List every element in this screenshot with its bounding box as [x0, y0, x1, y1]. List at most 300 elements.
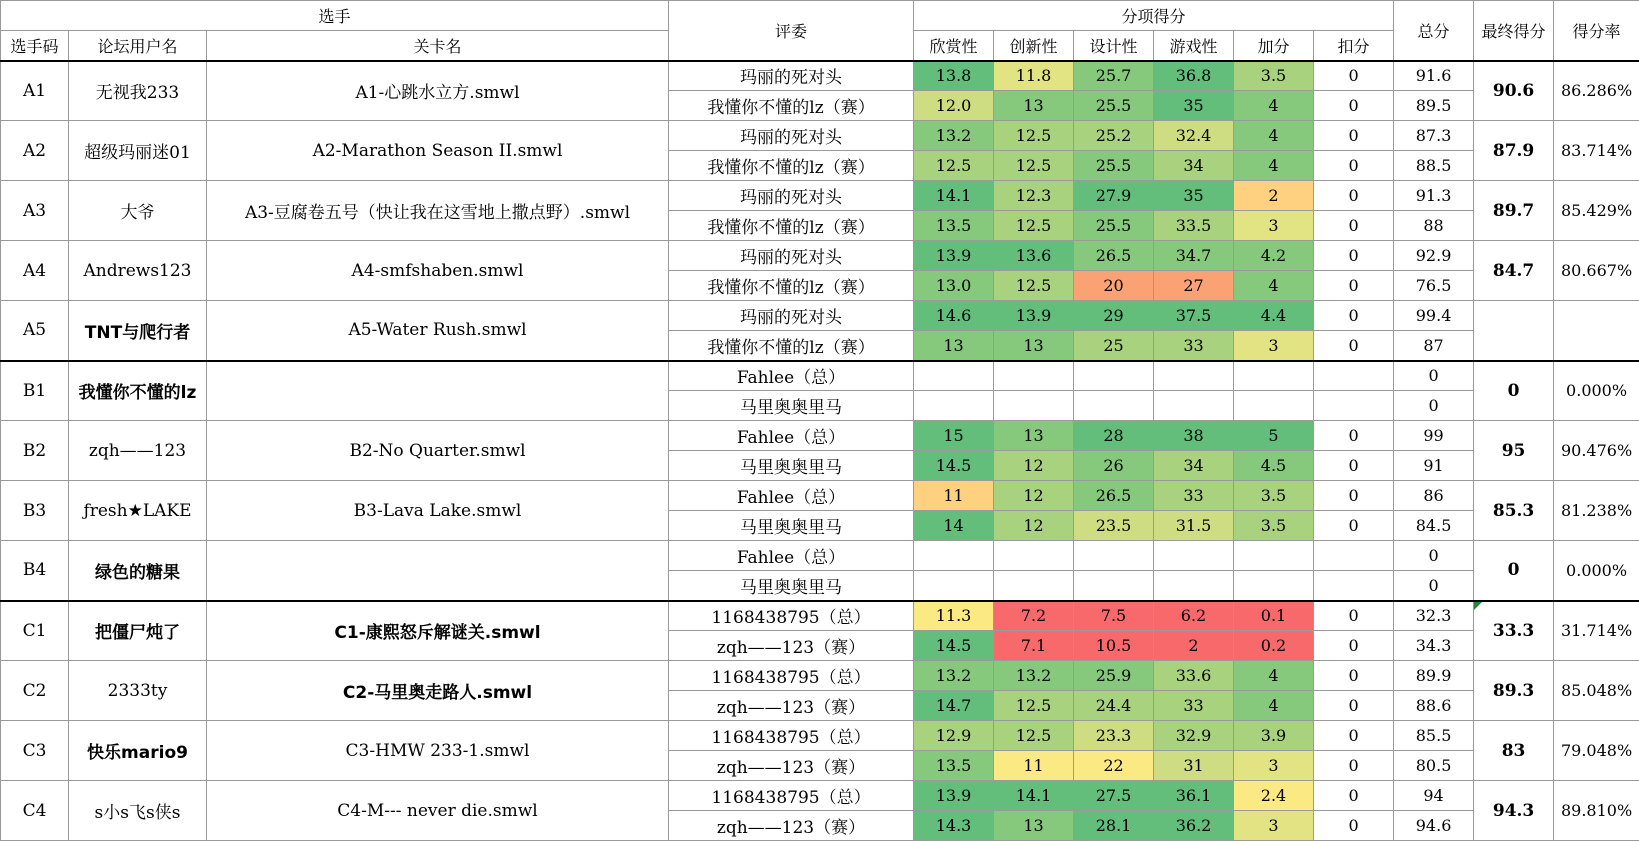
table-row	[1, 541, 1639, 571]
judge-name: zqh——123（赛）	[669, 631, 914, 661]
subscore-cell: 28	[1074, 421, 1154, 451]
subscore-cell: 13	[994, 421, 1074, 451]
score-rate: 85.429%	[1554, 181, 1639, 241]
total-score: 0	[1394, 541, 1474, 571]
subscore-cell: 27.9	[1074, 181, 1154, 211]
judge-name: 我懂你不懂的lz（赛）	[669, 151, 914, 181]
subscore-cell	[1154, 571, 1234, 601]
subscore-cell: 26.5	[1074, 241, 1154, 271]
total-score: 87	[1394, 331, 1474, 361]
subscore-cell: 14.6	[914, 301, 994, 331]
forum-username: Andrews123	[69, 241, 207, 301]
subscore-cell: 3.5	[1234, 61, 1314, 91]
total-score: 88.5	[1394, 151, 1474, 181]
subscore-cell: 5	[1234, 421, 1314, 451]
subscore-cell: 0	[1314, 331, 1394, 361]
final-score: 83	[1474, 721, 1554, 781]
table-row	[1, 601, 1639, 631]
total-score: 80.5	[1394, 751, 1474, 781]
subscore-cell: 34	[1154, 451, 1234, 481]
table-row	[1, 361, 1639, 391]
subscore-cell: 25.2	[1074, 121, 1154, 151]
subscore-cell: 36.8	[1154, 61, 1234, 91]
forum-username: 2333ty	[69, 661, 207, 721]
subscore-cell: 4.2	[1234, 241, 1314, 271]
subscore-cell: 12.5	[994, 271, 1074, 301]
subscore-cell: 27	[1154, 271, 1234, 301]
subscore-cell	[914, 361, 994, 391]
judge-name: zqh——123（赛）	[669, 751, 914, 781]
total-score: 0	[1394, 361, 1474, 391]
judge-name: Fahlee（总）	[669, 541, 914, 571]
subscore-cell: 13.5	[914, 751, 994, 781]
judge-name: 玛丽的死对头	[669, 181, 914, 211]
total-score: 91.3	[1394, 181, 1474, 211]
level-name: A2-Marathon Season II.smwl	[207, 121, 669, 181]
subscore-cell: 3	[1234, 811, 1314, 841]
subscore-cell: 13.2	[994, 661, 1074, 691]
forum-user-header: 论坛用户名	[69, 31, 207, 61]
total-score: 0	[1394, 391, 1474, 421]
final-score: 87.9	[1474, 121, 1554, 181]
total-score: 92.9	[1394, 241, 1474, 271]
judge-name: 玛丽的死对头	[669, 301, 914, 331]
subscore-cell: 34	[1154, 151, 1234, 181]
subscore-cell: 28.1	[1074, 811, 1154, 841]
judge-name: 1168438795（总）	[669, 601, 914, 631]
score-rate: 81.238%	[1554, 481, 1639, 541]
player-code: B1	[1, 361, 69, 421]
subscore-cell: 11.8	[994, 61, 1074, 91]
subscore-cell	[994, 391, 1074, 421]
final-score: 89.3	[1474, 661, 1554, 721]
subscore-cell: 20	[1074, 271, 1154, 301]
total-score: 89.5	[1394, 91, 1474, 121]
subscore-cell: 3	[1234, 331, 1314, 361]
subscore-cell: 31.5	[1154, 511, 1234, 541]
subscore-cell: 35	[1154, 181, 1234, 211]
subscore-cell: 33	[1154, 481, 1234, 511]
subscore-cell: 12.5	[994, 211, 1074, 241]
final-score: 95	[1474, 421, 1554, 481]
subscore-cell: 3.9	[1234, 721, 1314, 751]
subscore-cell	[1074, 541, 1154, 571]
subscore-cell: 13.5	[914, 211, 994, 241]
subscore-cell: 25	[1074, 331, 1154, 361]
forum-username: 大爷	[69, 181, 207, 241]
subscore-cell: 12	[994, 451, 1074, 481]
total-header: 总分	[1394, 1, 1474, 61]
subscore-cell: 4	[1234, 91, 1314, 121]
player-code: A4	[1, 241, 69, 301]
subscore-cell	[914, 391, 994, 421]
forum-username: TNT与爬行者	[69, 301, 207, 361]
subscore-cell: 31	[1154, 751, 1234, 781]
subscore-cell	[1074, 571, 1154, 601]
table-row	[1, 181, 1639, 211]
subscore-cell: 3	[1234, 211, 1314, 241]
subscore-cell: 6.2	[1154, 601, 1234, 631]
subscore-header: 设计性	[1074, 31, 1154, 61]
subscore-cell: 0	[1314, 301, 1394, 331]
subscore-cell	[914, 541, 994, 571]
subscore-cell: 14.5	[914, 451, 994, 481]
subscore-cell: 25.5	[1074, 211, 1154, 241]
subscore-cell: 29	[1074, 301, 1154, 331]
subscore-cell	[1154, 391, 1234, 421]
judge-name: 1168438795（总）	[669, 661, 914, 691]
judge-name: 1168438795（总）	[669, 721, 914, 751]
judge-header: 评委	[669, 1, 914, 61]
subscore-cell: 4	[1234, 121, 1314, 151]
subscore-cell: 25.5	[1074, 151, 1154, 181]
subscore-cell: 38	[1154, 421, 1234, 451]
subscore-cell	[1314, 391, 1394, 421]
score-rate	[1554, 301, 1639, 361]
subscore-cell	[1234, 361, 1314, 391]
subscore-cell: 2	[1154, 631, 1234, 661]
subscore-cell: 11	[994, 751, 1074, 781]
forum-username: 我懂你不懂的lz	[69, 361, 207, 421]
level-name-header: 关卡名	[207, 31, 669, 61]
judge-name: 我懂你不懂的lz（赛）	[669, 331, 914, 361]
judge-name: 马里奥奥里马	[669, 391, 914, 421]
judge-name: 1168438795（总）	[669, 781, 914, 811]
forum-username: 绿色的糖果	[69, 541, 207, 601]
subscore-header: 游戏性	[1154, 31, 1234, 61]
final-score: 0	[1474, 361, 1554, 421]
subscore-cell: 7.2	[994, 601, 1074, 631]
subscore-cell: 13.2	[914, 121, 994, 151]
subscore-cell	[994, 361, 1074, 391]
total-score: 88.6	[1394, 691, 1474, 721]
subscore-cell: 7.5	[1074, 601, 1154, 631]
total-score: 88	[1394, 211, 1474, 241]
subscore-cell	[1234, 391, 1314, 421]
subscore-cell: 13.9	[914, 241, 994, 271]
level-name: A3-豆腐卷五号（快让我在这雪地上撒点野）.smwl	[207, 181, 669, 241]
subscore-cell: 26.5	[1074, 481, 1154, 511]
judge-name: zqh——123（赛）	[669, 811, 914, 841]
table-row	[1, 301, 1639, 331]
player-code: B3	[1, 481, 69, 541]
player-code: C4	[1, 781, 69, 841]
subscore-cell: 2.4	[1234, 781, 1314, 811]
level-name: A4-smfshaben.smwl	[207, 241, 669, 301]
subscore-cell: 23.5	[1074, 511, 1154, 541]
subscore-cell: 27.5	[1074, 781, 1154, 811]
total-score: 94	[1394, 781, 1474, 811]
level-name: C3-HMW 233-1.smwl	[207, 721, 669, 781]
subscore-cell: 4.4	[1234, 301, 1314, 331]
player-code: C2	[1, 661, 69, 721]
judge-name: zqh——123（赛）	[669, 691, 914, 721]
judge-name: 马里奥奥里马	[669, 451, 914, 481]
forum-username: ƒresh★LAKE	[69, 481, 207, 541]
table-row	[1, 781, 1639, 811]
total-score: 91.6	[1394, 61, 1474, 91]
table-row	[1, 241, 1639, 271]
subscore-cell: 0	[1314, 211, 1394, 241]
subscore-cell: 13.9	[914, 781, 994, 811]
subscore-cell: 4.5	[1234, 451, 1314, 481]
subscore-cell: 0.2	[1234, 631, 1314, 661]
judge-name: 马里奥奥里马	[669, 511, 914, 541]
subscore-cell: 0	[1314, 121, 1394, 151]
subscore-cell: 32.4	[1154, 121, 1234, 151]
total-score: 85.5	[1394, 721, 1474, 751]
player-code: A1	[1, 61, 69, 121]
subscore-cell: 4	[1234, 661, 1314, 691]
player-code: B2	[1, 421, 69, 481]
subscore-cell: 37.5	[1154, 301, 1234, 331]
subscore-cell: 32.9	[1154, 721, 1234, 751]
subscore-cell	[1314, 541, 1394, 571]
subscore-cell: 12.3	[994, 181, 1074, 211]
player-code: C3	[1, 721, 69, 781]
total-score: 86	[1394, 481, 1474, 511]
judge-name: Fahlee（总）	[669, 421, 914, 451]
subscore-cell: 25.9	[1074, 661, 1154, 691]
subscore-cell: 35	[1154, 91, 1234, 121]
score-rate: 80.667%	[1554, 241, 1639, 301]
total-score: 84.5	[1394, 511, 1474, 541]
subscore-cell: 13	[914, 331, 994, 361]
total-score: 32.3	[1394, 601, 1474, 631]
player-code: A3	[1, 181, 69, 241]
table-row	[1, 721, 1639, 751]
final-score: 94.3	[1474, 781, 1554, 841]
final-score: 33.3	[1474, 601, 1554, 661]
subscore-cell: 0	[1314, 421, 1394, 451]
subscore-cell: 15	[914, 421, 994, 451]
subscore-cell: 33	[1154, 331, 1234, 361]
subscore-cell: 0	[1314, 271, 1394, 301]
subscore-cell: 14.3	[914, 811, 994, 841]
table-row	[1, 481, 1639, 511]
subscore-cell: 0	[1314, 61, 1394, 91]
subscore-cell: 0	[1314, 451, 1394, 481]
subscore-cell: 13.2	[914, 661, 994, 691]
level-name: B2-No Quarter.smwl	[207, 421, 669, 481]
subscore-cell: 12.5	[994, 121, 1074, 151]
subscore-cell	[1314, 361, 1394, 391]
subscore-cell: 0	[1314, 181, 1394, 211]
subscore-cell: 0	[1314, 481, 1394, 511]
level-name	[207, 361, 669, 421]
total-score: 76.5	[1394, 271, 1474, 301]
score-rate: 79.048%	[1554, 721, 1639, 781]
player-code: B4	[1, 541, 69, 601]
subscore-cell: 33.5	[1154, 211, 1234, 241]
final-score-header: 最终得分	[1474, 1, 1554, 61]
subscore-cell: 0	[1314, 91, 1394, 121]
subscore-cell: 12.5	[994, 151, 1074, 181]
subscore-header: 创新性	[994, 31, 1074, 61]
subscore-cell: 0	[1314, 691, 1394, 721]
total-score: 0	[1394, 571, 1474, 601]
subscore-cell: 13.9	[994, 301, 1074, 331]
subscore-cell: 4	[1234, 271, 1314, 301]
level-name: B3-Lava Lake.smwl	[207, 481, 669, 541]
subscore-cell: 11.3	[914, 601, 994, 631]
score-rate: 83.714%	[1554, 121, 1639, 181]
subscore-cell	[994, 541, 1074, 571]
subscore-cell: 0	[1314, 721, 1394, 751]
subscore-cell: 0	[1314, 781, 1394, 811]
player-code: A2	[1, 121, 69, 181]
subscore-cell: 22	[1074, 751, 1154, 781]
subscore-cell: 13.6	[994, 241, 1074, 271]
subscore-header: 欣赏性	[914, 31, 994, 61]
subscore-cell: 12.5	[994, 691, 1074, 721]
final-score: 84.7	[1474, 241, 1554, 301]
subscore-cell: 12	[994, 511, 1074, 541]
subscore-cell: 34.7	[1154, 241, 1234, 271]
total-score: 87.3	[1394, 121, 1474, 151]
subscore-cell: 0	[1314, 811, 1394, 841]
level-name	[207, 541, 669, 601]
subscore-cell: 36.2	[1154, 811, 1234, 841]
subscore-cell: 13	[994, 331, 1074, 361]
subscore-cell: 12.5	[994, 721, 1074, 751]
subscore-cell	[1074, 391, 1154, 421]
subscore-cell	[1314, 571, 1394, 601]
judge-name: 玛丽的死对头	[669, 241, 914, 271]
subscore-cell: 7.1	[994, 631, 1074, 661]
final-score: 0	[1474, 541, 1554, 601]
total-score: 99	[1394, 421, 1474, 451]
subscore-cell: 0	[1314, 241, 1394, 271]
player-code: A5	[1, 301, 69, 361]
subscore-cell: 2	[1234, 181, 1314, 211]
subscore-cell: 33.6	[1154, 661, 1234, 691]
subscore-cell: 0	[1314, 631, 1394, 661]
subscore-cell: 0.1	[1234, 601, 1314, 631]
player-code: C1	[1, 601, 69, 661]
subscore-cell: 12.5	[914, 151, 994, 181]
subscore-cell	[1154, 361, 1234, 391]
level-name: C4-M--- never die.smwl	[207, 781, 669, 841]
subscore-cell: 3	[1234, 751, 1314, 781]
total-score: 34.3	[1394, 631, 1474, 661]
subscore-cell: 24.4	[1074, 691, 1154, 721]
score-rate: 0.000%	[1554, 541, 1639, 601]
subscore-cell: 11	[914, 481, 994, 511]
subscore-cell: 13	[994, 91, 1074, 121]
table-row	[1, 121, 1639, 151]
forum-username: s小s飞s侠s	[69, 781, 207, 841]
subscore-cell: 4	[1234, 151, 1314, 181]
total-score: 89.9	[1394, 661, 1474, 691]
subscore-cell: 10.5	[1074, 631, 1154, 661]
score-rate-header: 得分率	[1554, 1, 1639, 61]
table-row	[1, 421, 1639, 451]
subscore-cell: 3.5	[1234, 511, 1314, 541]
subscore-cell	[994, 571, 1074, 601]
subscores-header: 分项得分	[914, 1, 1394, 31]
subscore-cell: 14.1	[994, 781, 1074, 811]
level-name: C1-康熙怒斥解谜关.smwl	[207, 601, 669, 661]
subscore-cell	[1074, 361, 1154, 391]
table-row	[1, 661, 1639, 691]
subscore-cell: 0	[1314, 601, 1394, 631]
subscore-cell: 14.7	[914, 691, 994, 721]
judge-name: 玛丽的死对头	[669, 121, 914, 151]
forum-username: 无视我233	[69, 61, 207, 121]
final-score: 85.3	[1474, 481, 1554, 541]
subscore-cell: 23.3	[1074, 721, 1154, 751]
final-score: 90.6	[1474, 61, 1554, 121]
total-score: 91	[1394, 451, 1474, 481]
forum-username: 快乐mario9	[69, 721, 207, 781]
score-rate: 89.810%	[1554, 781, 1639, 841]
forum-username: zqh——123	[69, 421, 207, 481]
level-name: A1-心跳水立方.smwl	[207, 61, 669, 121]
subscore-cell: 25.7	[1074, 61, 1154, 91]
subscore-cell: 0	[1314, 151, 1394, 181]
score-rate: 86.286%	[1554, 61, 1639, 121]
table-row	[1, 61, 1639, 91]
subscore-header: 扣分	[1314, 31, 1394, 61]
level-name: A5-Water Rush.smwl	[207, 301, 669, 361]
subscore-header: 加分	[1234, 31, 1314, 61]
subscore-cell	[914, 571, 994, 601]
subscore-cell: 13.0	[914, 271, 994, 301]
score-rate: 85.048%	[1554, 661, 1639, 721]
subscore-cell: 12.9	[914, 721, 994, 751]
subscore-cell: 14.5	[914, 631, 994, 661]
subscore-cell: 26	[1074, 451, 1154, 481]
score-rate: 31.714%	[1554, 601, 1639, 661]
player-group-header: 选手	[1, 1, 669, 31]
judge-name: 我懂你不懂的lz（赛）	[669, 211, 914, 241]
subscore-cell: 12.0	[914, 91, 994, 121]
subscore-cell: 0	[1314, 751, 1394, 781]
score-rate: 0.000%	[1554, 361, 1639, 421]
level-name: C2-马里奥走路人.smwl	[207, 661, 669, 721]
judge-name: 我懂你不懂的lz（赛）	[669, 91, 914, 121]
final-score: 89.7	[1474, 181, 1554, 241]
subscore-cell: 13	[994, 811, 1074, 841]
subscore-cell: 14	[914, 511, 994, 541]
subscore-cell: 36.1	[1154, 781, 1234, 811]
subscore-cell	[1234, 541, 1314, 571]
forum-username: 把僵尸炖了	[69, 601, 207, 661]
subscore-cell	[1154, 541, 1234, 571]
player-code-header: 选手码	[1, 31, 69, 61]
subscore-cell: 14.1	[914, 181, 994, 211]
final-score	[1474, 301, 1554, 361]
total-score: 94.6	[1394, 811, 1474, 841]
subscore-cell: 4	[1234, 691, 1314, 721]
subscore-cell: 0	[1314, 511, 1394, 541]
subscore-cell: 25.5	[1074, 91, 1154, 121]
forum-username: 超级玛丽迷01	[69, 121, 207, 181]
subscore-cell	[1234, 571, 1314, 601]
subscore-cell: 0	[1314, 661, 1394, 691]
judge-name: 玛丽的死对头	[669, 61, 914, 91]
subscore-cell: 12	[994, 481, 1074, 511]
subscore-cell: 33	[1154, 691, 1234, 721]
score-rate: 90.476%	[1554, 421, 1639, 481]
subscore-cell: 3.5	[1234, 481, 1314, 511]
judge-name: 我懂你不懂的lz（赛）	[669, 271, 914, 301]
judge-name: Fahlee（总）	[669, 361, 914, 391]
total-score: 99.4	[1394, 301, 1474, 331]
judge-name: 马里奥奥里马	[669, 571, 914, 601]
judge-name: Fahlee（总）	[669, 481, 914, 511]
